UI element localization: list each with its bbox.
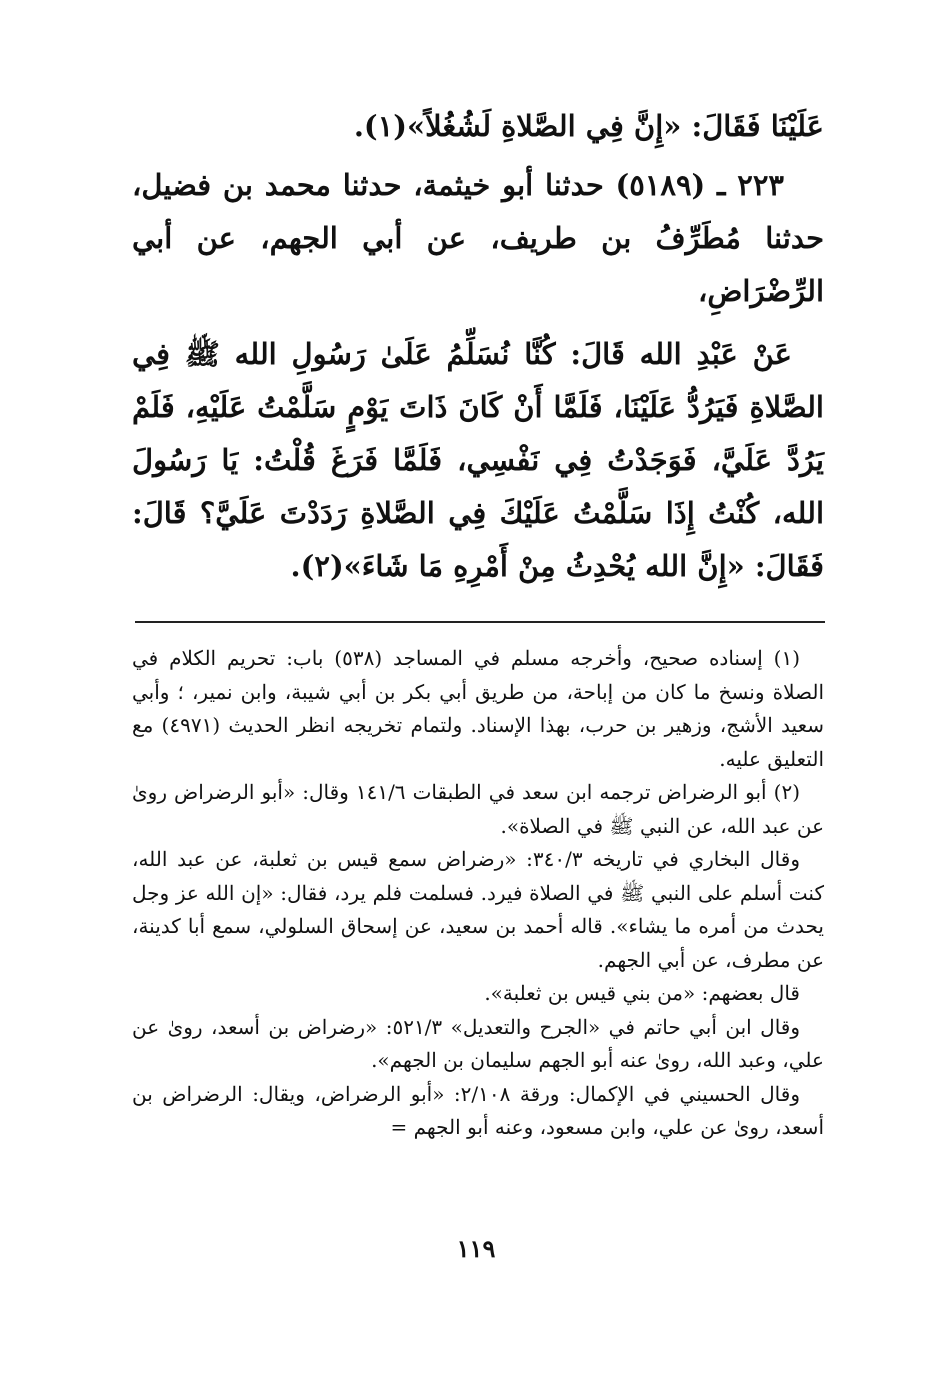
main-text [132,100,824,593]
hadith-matn: عَنْ عَبْدِ الله قَالَ: كُنَّا نُسَلِّمُ عَلَىٰ رَسُولِ الله ﷺ فِي الصَّلاةِ فَيَرُدُّ عَلَيْنَا، فَلَمَّا أَنْ كَانَ ذَاتَ يَوْمٍ سَلَّمْتُ عَلَيْهِ، فَلَمْ يَرُدَّ عَلَيَّ، فَوَجَدْتُ فِي نَفْسِي، فَلَمَّا فَرَغَ قُلْتُ: يَا رَسُولَ الله، كُنْتُ إِذَا سَلَّمْتُ عَلَيْكَ فِي الصَّلاةِ رَدَدْتَ عَلَيَّ؟ قَالَ: فَقَالَ: «إِنَّ الله يُحْدِثُ مِنْ أَمْرِهِ مَا شَاءَ»(٢). [132,337,824,583]
footnote-2-husayni: وقال الحسيني في الإكمال: ورقة ٢/١٠٨: «أبو الرضراض، ويقال: الرضراض بن أسعد، روىٰ عن علي، وابن مسعود، وعنه أبو الجهم = [132,1081,824,1139]
continuation-line: عَلَيْنَا فَقَالَ: «إِنَّ فِي الصَّلاةِ لَشُغُلاً»(١). [353,109,824,143]
footnotes [132,642,824,1145]
footnote-2: (٢) أبو الرضراض ترجمه ابن سعد في الطبقات ١٤١/٦ وقال: «أبو الرضراض روىٰ عن عبد الله، عن النبي ﷺ في الصلاة». [132,780,824,838]
footnote-1: (١) إسناده صحيح، وأخرجه مسلم في المساجد (٥٣٨) باب: تحريم الكلام في الصلاة ونسخ ما كان من إباحة، من طريق أبي بكر بن أبي شيبة، وابن نمير، ؛ وأبي سعيد الأشج، وزهير بن حرب، بهذا الإسناد. ولتمام تخريجه انظر الحديث (٤٩٧١) مع التعليق عليه. [132,646,824,771]
footnote-2-baadhum: قال بعضهم: «من بني قيس بن ثعلبة». [484,981,800,1005]
footnote-2-ibn-abi-hatim: وقال ابن أبي حاتم في «الجرح والتعديل» ٥٢١/٣: «رضراض بن أسعد، روىٰ عن علي، وعبد الله، روىٰ عنه أبو الجهم سليمان بن الجهم». [132,1014,824,1072]
footnote-2-bukhari: وقال البخاري في تاريخه ٣٤٠/٣: «رضراض سمع قيس بن ثعلبة، عن عبد الله، كنت أسلم على النبي ﷺ في الصلاة فيرد. فسلمت فلم يرد، فقال: «إن الله عز وجل يحدث من أمره ما يشاء». قاله أحمد بن سعيد، عن إسحاق السلولي، سمع أبا كدينة، عن مطرف، عن أبي الجهم. [132,847,825,972]
footnote-divider [135,621,825,623]
hadith-isnad: ٢٢٣ ـ (٥١٨٩) حدثنا أبو خيثمة، حدثنا محمد بن فضيل، حدثنا مُطَرِّفُ بن طريف، عن أبي الجهم، عن أبي الرِّضْرَاضِ، [132,168,824,308]
page-number: ١١٩ [456,1234,496,1263]
